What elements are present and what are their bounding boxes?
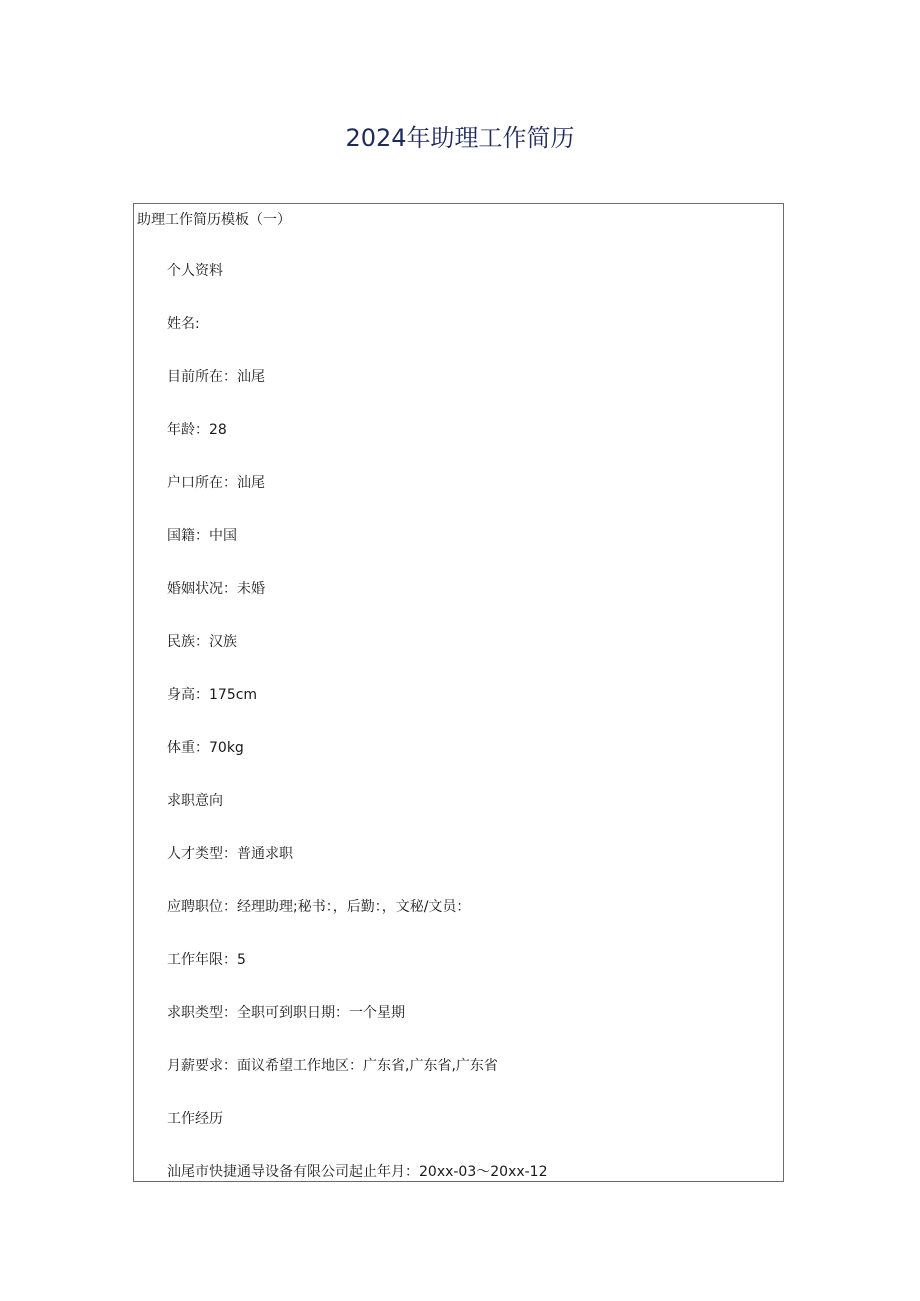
label-personal-info: 个人资料 bbox=[167, 263, 223, 279]
resume-content-box bbox=[133, 203, 784, 1182]
field-job-type: 求职类型：全职可到职日期：一个星期 bbox=[167, 1005, 405, 1021]
field-salary-expectation: 月薪要求：面议希望工作地区：广东省,广东省,广东省 bbox=[167, 1058, 498, 1074]
field-hukou-location: 户口所在：汕尾 bbox=[167, 475, 265, 491]
document-title: 2024年助理工作简历 bbox=[345, 124, 575, 152]
section-heading: 助理工作简历模板（一） bbox=[137, 212, 291, 228]
field-marital-status: 婚姻状况：未婚 bbox=[167, 581, 265, 597]
field-position-applied: 应聘职位：经理助理;秘书：，后勤：，文秘/文员： bbox=[167, 899, 471, 915]
field-name: 姓名: bbox=[167, 316, 200, 332]
field-employer-period: 汕尾市快捷通导设备有限公司起止年月：20xx-03～20xx-12 bbox=[167, 1164, 548, 1180]
field-talent-type: 人才类型：普通求职 bbox=[167, 846, 293, 862]
label-job-intention: 求职意向 bbox=[167, 793, 223, 809]
field-current-location: 目前所在：汕尾 bbox=[167, 369, 265, 385]
field-work-years: 工作年限：5 bbox=[167, 952, 246, 968]
label-work-experience: 工作经历 bbox=[167, 1111, 223, 1127]
field-height: 身高：175cm bbox=[167, 687, 258, 703]
field-weight: 体重：70kg bbox=[167, 740, 244, 756]
field-ethnicity: 民族：汉族 bbox=[167, 634, 237, 650]
field-age: 年龄：28 bbox=[167, 422, 227, 438]
field-nationality: 国籍：中国 bbox=[167, 528, 237, 544]
